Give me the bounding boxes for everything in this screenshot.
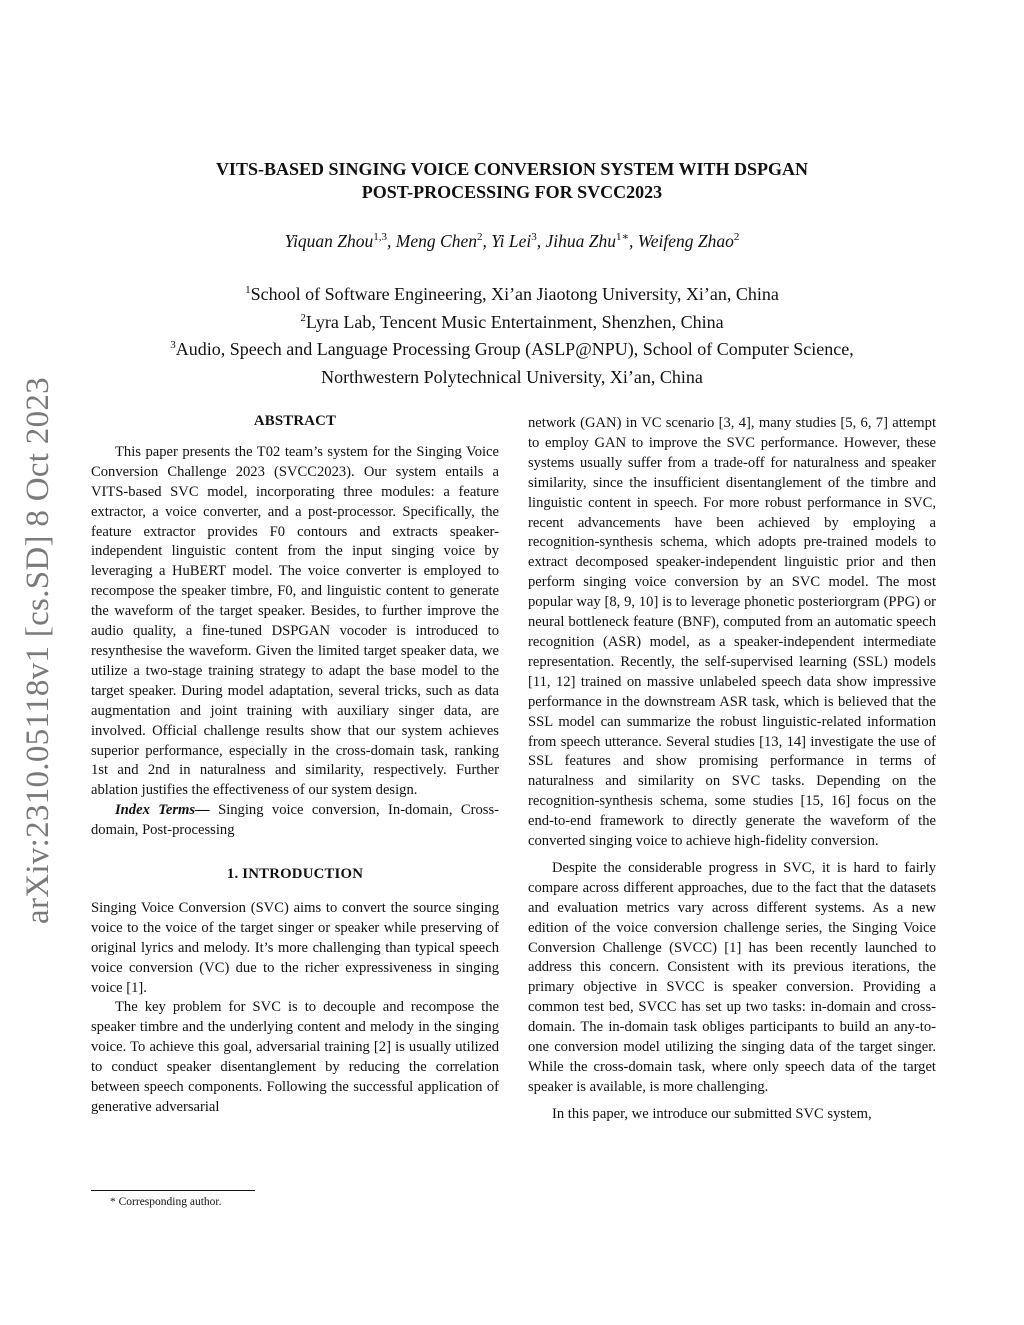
author: Weifeng Zhao$^2$ [637, 230, 740, 251]
author: Meng Chen$^2$, [395, 230, 492, 251]
introduction-heading: 1. INTRODUCTION [226, 866, 364, 883]
abstract-text: This paper presents the T02 team’s system for the Singing Voice Conversion Challenge 2023 (SVCC2023). Our system entails a VITS-based SVC model, incorporating three modules: a feature extractor, a voice converter, and a post-processor. Specifically, the feature extractor provides F0 contours and extracts speaker-independent linguistic content from the input singing voice by leveraging a HuBERT model. The voice converter is employed to recompose the speaker timbre, F0, and linguistic content to generate the waveform of the target speaker. Besides, to further improve the audio quality, a fine-tuned DSPGAN vocoder is introduced to resynthesise the waveform. Given the limited target speaker data, we utilize a two-stage training strategy to adapt the base model to the target speaker. During model adaptation, several tricks, such as data augmentation and joint training with auxiliary singer data, are involved. Official challenge results show that our system achieves superior performance, especially in the cross-domain task, ranking 1st and 2nd in naturalness and similarity, respectively. Further ablation justifies the effectiveness of our system design. [91, 443, 499, 799]
paper-title [120, 158, 904, 204]
author: Jihua Zhu$^{1∗}$, [545, 230, 638, 251]
affiliation: $^2$Lyra Lab, Tencent Music Entertainment, Shenzhen, China [300, 311, 724, 332]
right-paragraph-3: In this paper, we introduce our submitted SVC system, [552, 1105, 872, 1122]
right-paragraph-1: network (GAN) in VC scenario [3, 4], many studies [5, 6, 7] attempt to employ GAN to improve the SVC performance. However, these systems usually suffer from a trade-off for naturalness and speaker similarity, since the insufficient disentanglement of the timbre and linguistic content in speech. For more robust performance in SVC, recent advancements have been achieved by employing a recognition-synthesis schema, which adopts pre-trained models to extract decomposed speaker-independent linguistic prior and then perform singing voice conversion by an SVC model. The most popular way [8, 9, 10] is to leverage phonetic posteriorgram (PPG) or neural bottleneck feature (BNF), computed from an automatic speech recognition (ASR) model, as a speaker-independent intermediate representation. Recently, the self-supervised learning (SSL) models [11, 12] trained on massive unlabeled speech data show impressive performance in the downstream ASR task, which is believed that the SSL model can summarize the robust linguistic-related information from speech utterance. Several studies [13, 14] investigate the use of SSL features and show promising performance in terms of naturalness and similarity on SVC tasks. Depending on the recognition-synthesis schema, some studies [15, 16] focus on the end-to-end framework to directly generate the waveform of the converted singing voice to achieve high-fidelity conversion. [528, 415, 936, 850]
author-list [120, 230, 904, 252]
index-terms [91, 801, 499, 841]
intro-paragraph-2: The key problem for SVC is to decouple and recompose the speaker timbre and the underlying content and melody in the singing voice. To achieve this goal, adversarial training [2] is usually utilized to conduct speaker disentanglement by reducing the correlation between speech components. Following the successful application of generative adversarial [91, 999, 499, 1115]
right-column [528, 414, 936, 1125]
index-terms-text: Singing voice conversion, In-domain, Cross-domain, Post-processing [91, 802, 499, 839]
abstract-heading: ABSTRACT [253, 413, 337, 429]
affiliation: Northwestern Polytechnical University, Xi’an, China [321, 366, 703, 387]
author: Yiquan Zhou$^{1,3}$, [284, 230, 396, 251]
footnote: * Corresponding author. [110, 1196, 222, 1208]
affiliation-list [100, 279, 924, 389]
index-terms-label: Index Terms— [115, 802, 210, 819]
affiliation: $^1$School of Software Engineering, Xi’an Jiaotong University, Xi’an, China [245, 284, 779, 304]
affiliation: $^3$Audio, Speech and Language Processing Group (ASLP@NPU), School of Computer Science, [170, 339, 854, 359]
arxiv-stamp [18, 370, 58, 930]
title-line-2: POST-PROCESSING FOR SVCC2023 [361, 182, 663, 202]
footnote-rule [91, 1190, 255, 1191]
left-column [91, 412, 499, 1118]
title-line-1: VITS-BASED SINGING VOICE CONVERSION SYSTEM WITH DSPGAN [215, 159, 809, 179]
arxiv-id: arXiv:2310.05118v1 [cs.SD] 8 Oct 2023 [19, 376, 56, 924]
right-paragraph-2: Despite the considerable progress in SVC, it is hard to fairly compare across different approaches, due to the fact that the datasets and evaluation metrics vary across different systems. As a new edition of the voice conversion challenge series, the Singing Voice Conversion Challenge (SVCC) [1] has been recently launched to address this concern. Consistent with its previous iterations, the primary objective in SVCC is speaker conversion. Providing a common test bed, SVCC has set up two tasks: in-domain and cross-domain. The in-domain task obliges participants to build an any-to-one conversion model utilizing the singing data of the target singer. While the cross-domain task, where only speech data of the target speaker is available, is more challenging. [528, 859, 936, 1095]
intro-paragraph-1: Singing Voice Conversion (SVC) aims to convert the source singing voice to the voice of the target singer or speaker while preserving of original lyrics and melody. It’s more challenging than typical speech voice conversion (VC) due to the richer expressiveness in singing voice [1]. [91, 899, 499, 996]
author: Yi Lei$^3$, [491, 230, 546, 251]
